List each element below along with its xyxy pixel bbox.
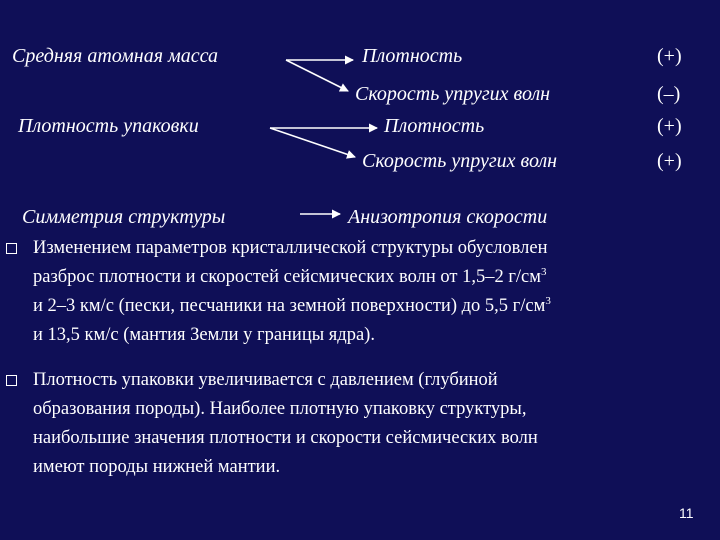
superscript: 3 (540, 265, 547, 278)
label-velocity-2: Скорость упругих волн (362, 150, 558, 172)
arrow-mass-to-velocity (286, 60, 348, 91)
label-density-1: Плотность (362, 45, 463, 67)
paragraph-line: Изменением параметров кристаллической структуры обусловлен (33, 238, 548, 258)
superscript: 3 (545, 294, 551, 307)
bullet-checkbox-icon (6, 243, 17, 254)
label-anisotropy: Анизотропия скорости (348, 206, 548, 228)
bullet-paragraph-2 (33, 366, 713, 482)
arrow-packing-to-velocity (270, 128, 355, 157)
label-symmetry: Симметрия структуры (22, 206, 226, 228)
label-packing-density: Плотность упаковки (18, 115, 199, 137)
paragraph-line: наибольшие значения плотности и скорости сейсмических волн (33, 428, 538, 448)
paragraph-line: и 2–3 км/с (пески, песчаники на земной поверхности) до 5,5 $г/см^3$ (33, 294, 551, 316)
sign-density-1: (+) (657, 45, 682, 67)
label-atomic-mass: Средняя атомная масса (12, 45, 219, 67)
sign-velocity-1: (–) (657, 83, 681, 105)
bullet-checkbox-icon (6, 375, 17, 386)
label-velocity-1: Скорость упругих волн (355, 83, 551, 105)
paragraph-line: разброс плотности и скоростей сейсмических волн от 1,5–2 $г/см^3$ (33, 265, 547, 287)
sign-density-2: (+) (657, 115, 682, 137)
paragraph-line: имеют породы нижней мантии. (33, 457, 281, 477)
page-number: 11 (679, 505, 694, 521)
bullet-paragraph-1 (33, 234, 713, 350)
paragraph-line: Плотность упаковки увеличивается с давлением (глубиной (33, 370, 498, 390)
paragraph-line: и 13,5 км/с (мантия Земли у границы ядра). (33, 325, 375, 345)
label-density-2: Плотность (384, 115, 485, 137)
paragraph-line: образования породы). Наиболее плотную упаковку структуры, (33, 399, 527, 419)
sign-velocity-2: (+) (657, 150, 682, 172)
